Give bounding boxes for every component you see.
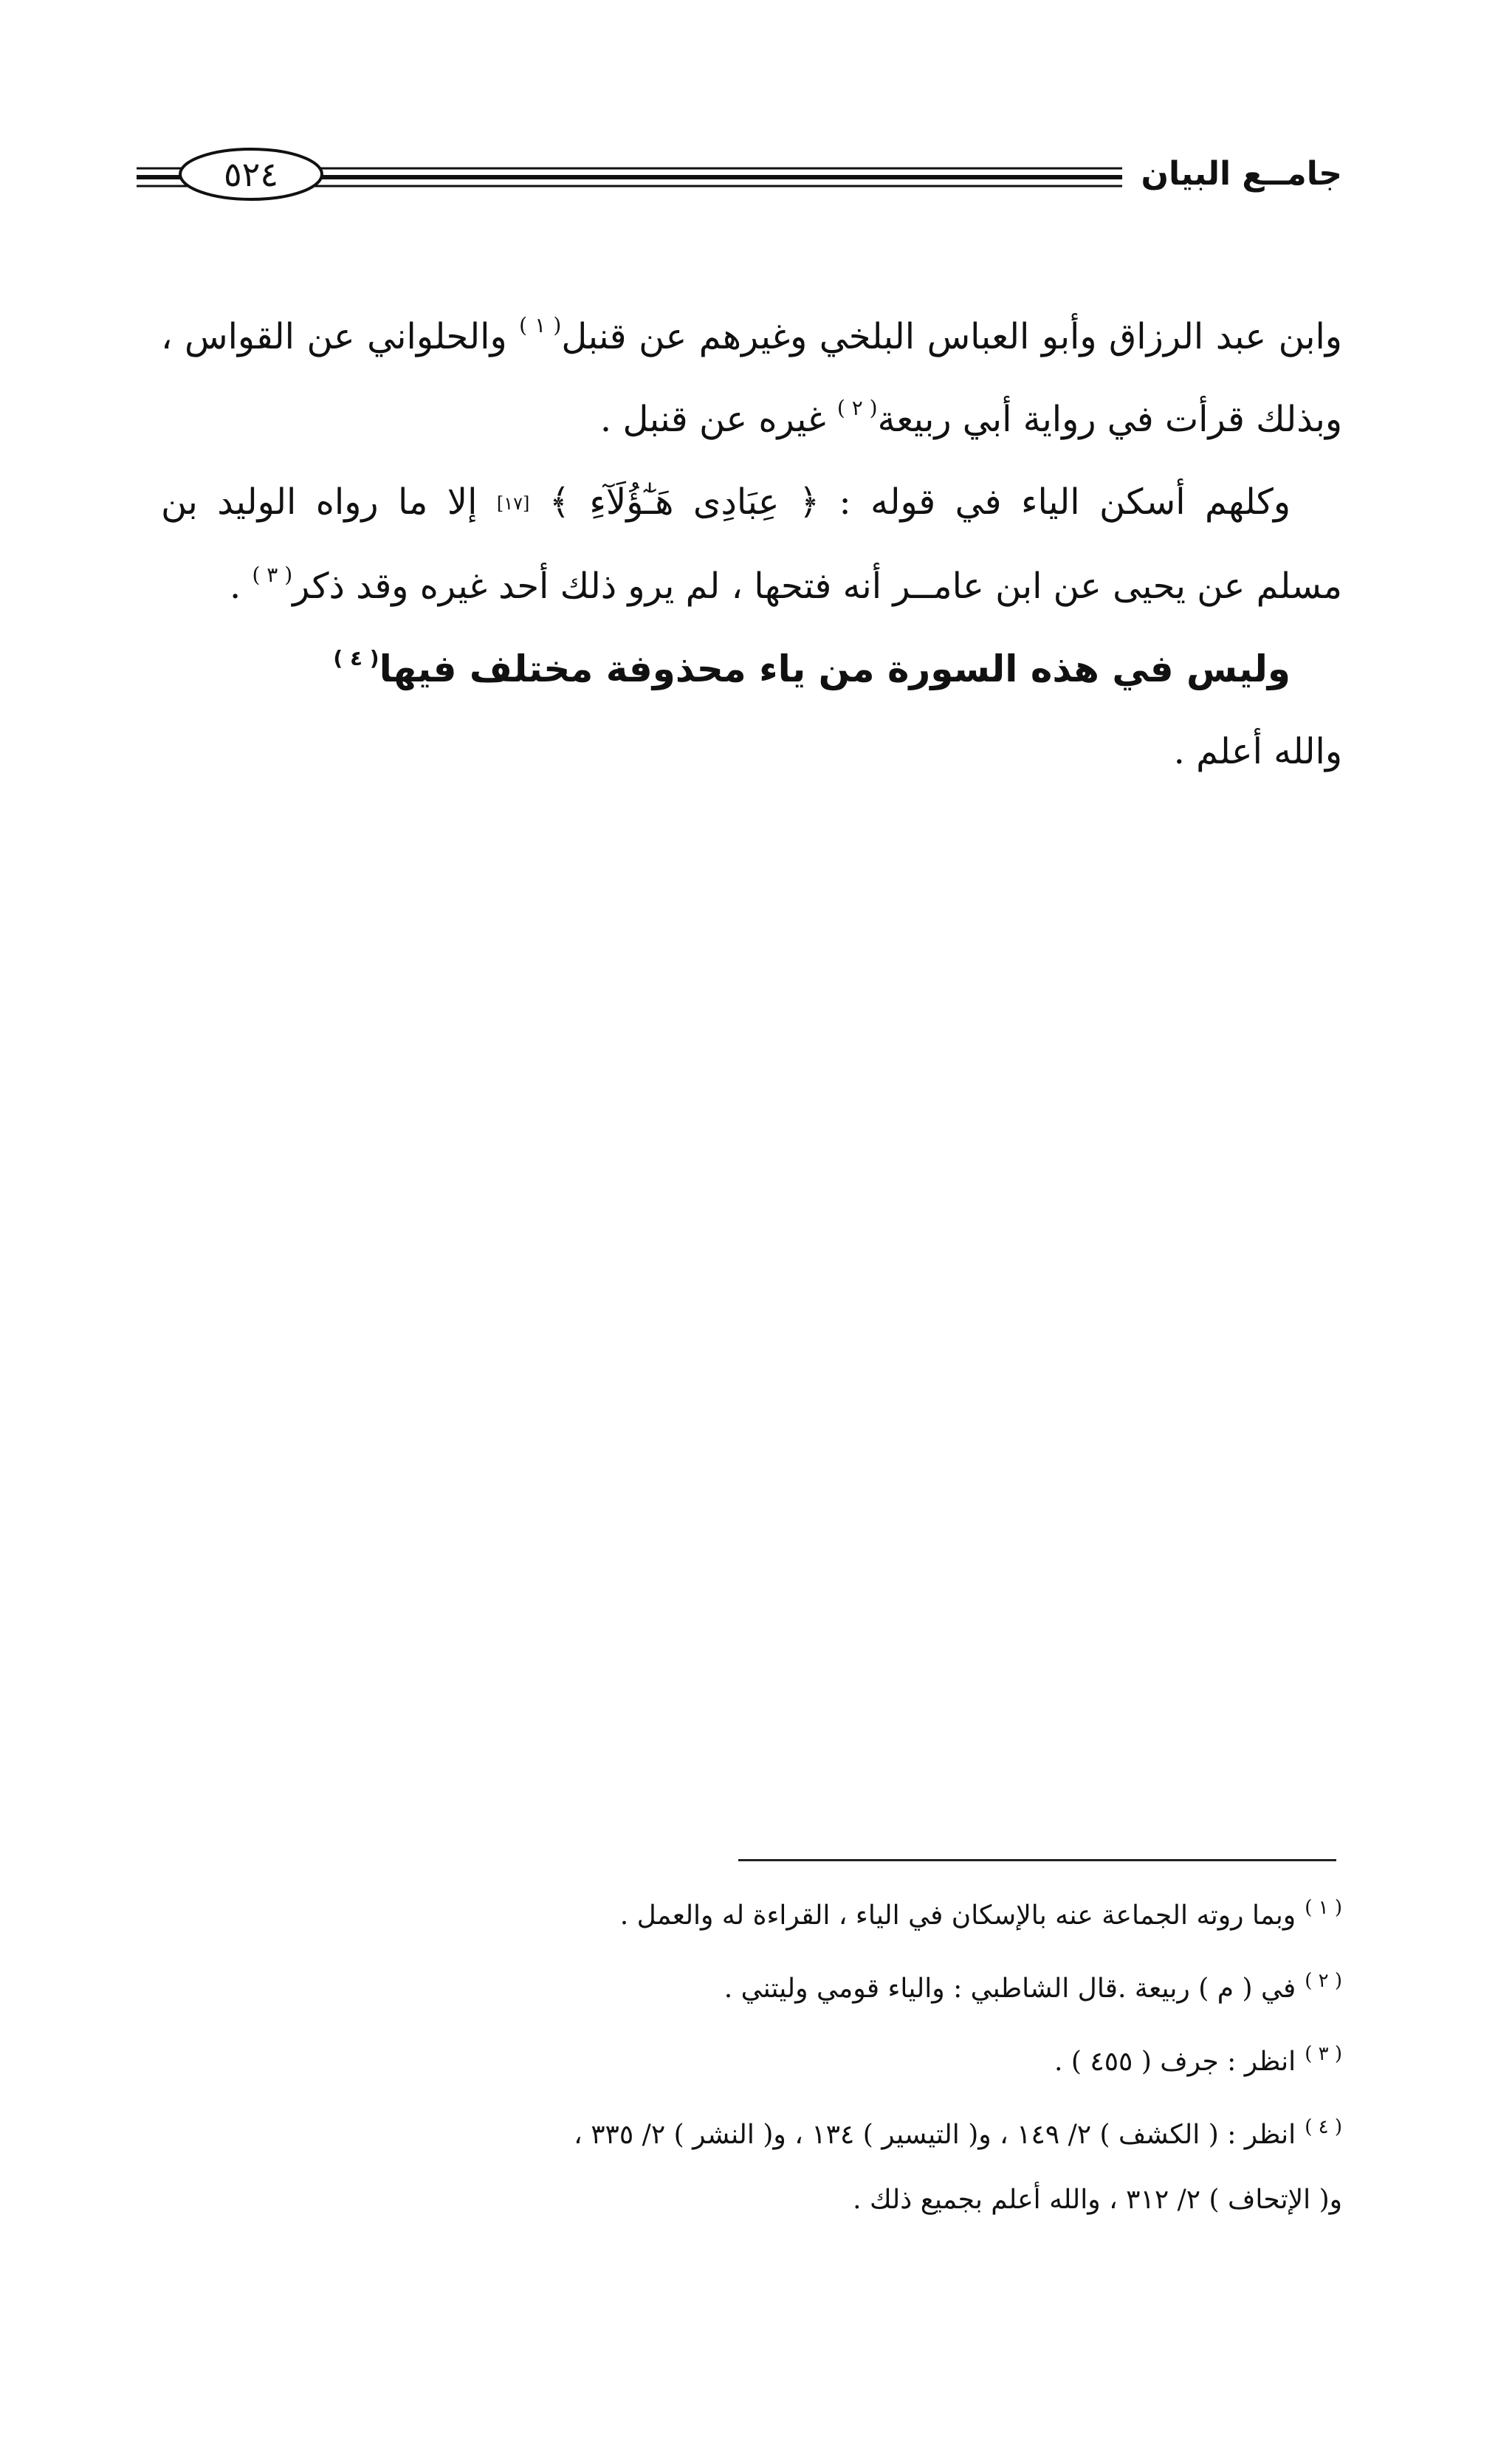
page-number: ٥٢٤ bbox=[223, 154, 279, 194]
footnote-3 bbox=[161, 2021, 1342, 2095]
body-line-3-text-end: إلا ما رواه الوليد بن bbox=[161, 481, 497, 523]
verse-reference: [١٧] bbox=[496, 493, 530, 514]
body-line-4-text: مسلم عن يحيى عن ابن عامــر أنه فتحها ، لم يرو ذلك أحد غيره وقد ذكر bbox=[292, 566, 1342, 607]
footnote-marker: ( ٢ ) bbox=[1305, 1970, 1342, 1992]
body-line-2-text-end: غيره عن قنبل . bbox=[599, 399, 837, 440]
body-line-4-text-end: . bbox=[229, 566, 252, 607]
footnote-ref-1: ( ١ ) bbox=[519, 313, 562, 337]
footnote-ref-4: ( ٤ ) bbox=[333, 646, 379, 670]
footnote-marker: ( ٤ ) bbox=[1305, 2116, 1342, 2138]
body-line-1 bbox=[161, 295, 1342, 378]
body-line-2-text: وبذلك قرأت في رواية أبي ربيعة bbox=[877, 399, 1342, 440]
body-line-2 bbox=[161, 378, 1342, 461]
body-line-1-text: وابن عبد الرزاق وأبو العباس البلخي وغيرهم عن قنبل bbox=[561, 316, 1342, 357]
footnote-ref-2: ( ٢ ) bbox=[836, 396, 878, 420]
footnote-ref-3: ( ٣ ) bbox=[252, 563, 293, 587]
footnote-text: انظر : ( الكشف ) ٢/ ١٤٩ ، و( التيسير ) ١٣٤ ، و( النشر ) ٢/ ٣٣٥ ، bbox=[574, 2120, 1296, 2150]
closing-line: والله أعلم . bbox=[1173, 731, 1342, 772]
body-line-1-text-end: والحلواني عن القواس ، bbox=[161, 316, 520, 357]
page-header bbox=[0, 0, 1512, 244]
footnote-4-continuation: و( الإتحاف ) ٢/ ٣١٢ ، والله أعلم بجميع ذلك . bbox=[853, 2185, 1342, 2215]
body-line-3 bbox=[161, 461, 1342, 545]
heading-text: وليس في هذه السورة من ياء محذوفة مختلف فيها bbox=[379, 647, 1291, 690]
footnote-2 bbox=[161, 1948, 1342, 2021]
book-title: جامــع البيان bbox=[1141, 155, 1342, 193]
footnote-marker: ( ٣ ) bbox=[1305, 2043, 1342, 2065]
footnotes bbox=[161, 1875, 1342, 2233]
body-line-3-text: وكلهم أسكن الياء في قوله : ﴿ عِبَادِى هَـٰٓؤُلَآءِ ﴾ bbox=[529, 481, 1291, 523]
footnote-text: وبما روته الجماعة عنه بالإسكان في الياء ، القراءة له والعمل . bbox=[619, 1900, 1296, 1931]
footnote-marker: ( ١ ) bbox=[1305, 1897, 1342, 1919]
footnote-separator bbox=[738, 1859, 1336, 1861]
body-line-4 bbox=[161, 545, 1342, 628]
footnote-4 bbox=[161, 2095, 1342, 2168]
main-text bbox=[161, 295, 1342, 793]
bold-heading-line bbox=[161, 628, 1342, 710]
footnote-text: انظر : جرف ( ٤٥٥ ) . bbox=[1054, 2047, 1296, 2077]
footnote-1 bbox=[161, 1875, 1342, 1948]
footnote-text: في ( م ) ربيعة .قال الشاطبي : والياء قومي وليتني . bbox=[724, 1974, 1296, 2004]
header-rule-ornament bbox=[0, 0, 1512, 244]
